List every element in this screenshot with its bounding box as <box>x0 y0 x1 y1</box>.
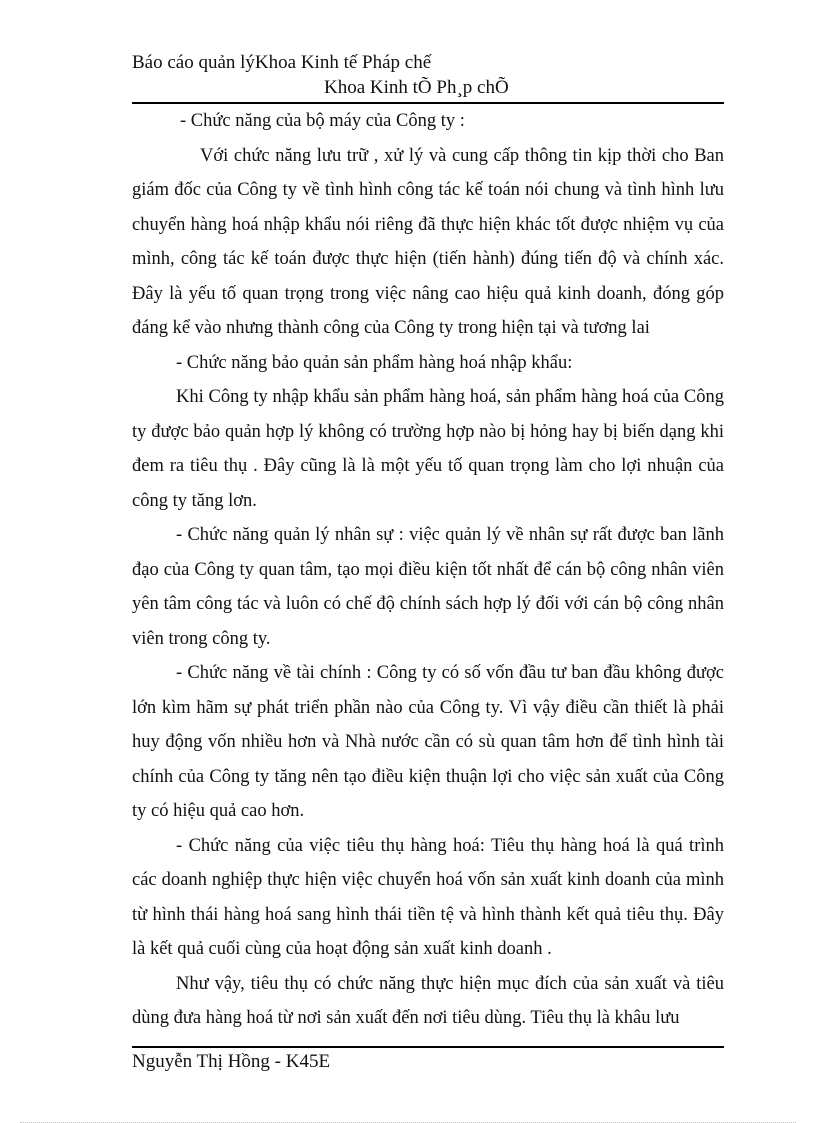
footer-author: Nguyễn Thị Hồng - K45E <box>132 1051 331 1072</box>
paragraph: - Chức năng quản lý nhân sự : việc quản lý về nhân sự rất được ban lãnh đạo của Công ty quan tâm, tạo mọi điều kiện tốt nhất để cán bộ công nhân viên yên tâm công tác và luôn có chế độ chính sách hợp lý đối với cán bộ công nhân viên trong công ty. <box>132 525 724 649</box>
paragraph: Như vậy, tiêu thụ có chức năng thực hiện mục đích của sản xuất và tiêu dùng đưa hàng hoá từ nơi sản xuất đến nơi tiêu dùng. Tiêu thụ là khâu lưu <box>132 973 724 1028</box>
paragraph-heading-apparatus: - Chức năng của bộ máy của Công ty : <box>180 111 465 131</box>
paragraph-heading-preservation: - Chức năng bảo quản sản phẩm hàng hoá nhập khẩu: <box>176 352 573 373</box>
header-title: Báo cáo quản lýKhoa Kinh tế Pháp chế <box>132 52 432 73</box>
document-body <box>132 104 724 1036</box>
paragraph: Với chức năng lưu trữ , xử lý và cung cấp thông tin kịp thời cho Ban giám đốc của Công ty về tình hình công tác kế toán nói chung và tình hình lưu chuyển hàng hoá nhập khẩu nói riêng đã thực hiện khác tốt được nhiệm vụ của mình, công tác kế toán được thực hiện (tiến hành) đúng tiến độ và chính xác. Đây là yếu tố quan trọng trong việc nâng cao hiệu quả kinh doanh, đóng góp đáng kể vào nhưng thành công của Công ty trong hiện tại và tương lai <box>132 145 724 338</box>
paragraph: - Chức năng của việc tiêu thụ hàng hoá: Tiêu thụ hàng hoá là quá trình các doanh nghiệp thực hiện việc chuyển hoá vốn sản xuất kinh doanh của mình từ hình thái hàng hoá sang hình thái tiền tệ và hình thành kết quả tiêu thụ. Đây là kết quả cuối cùng của hoạt động sản xuất kinh doanh . <box>132 835 724 959</box>
header-subtitle: Khoa Kinh tÕ Ph¸p chÕ <box>324 77 509 98</box>
paragraph: Khi Công ty nhập khẩu sản phẩm hàng hoá, sản phẩm hàng hoá của Công ty được bảo quản hợp lý không có trường hợp nào bị hỏng hay bị biến dạng khi đem ra tiêu thụ . Đây cũng là là một yếu tố quan trọng làm cho lợi nhuận của công ty tăng lơn. <box>132 387 724 511</box>
paragraph: - Chức năng về tài chính : Công ty có số vốn đầu tư ban đầu không được lớn kìm hãm sự phát triển phần nào của Công ty. Vì vậy điều cần thiết là phải huy động vốn nhiều hơn và Nhà nước cần có sù quan tâm hơn để tình hình tài chính của Công ty tăng nên tạo điều kiện thuận lợi cho việc sản xuất của Công ty có hiệu quả cao hơn. <box>132 663 724 821</box>
footer-rule <box>132 1046 724 1048</box>
